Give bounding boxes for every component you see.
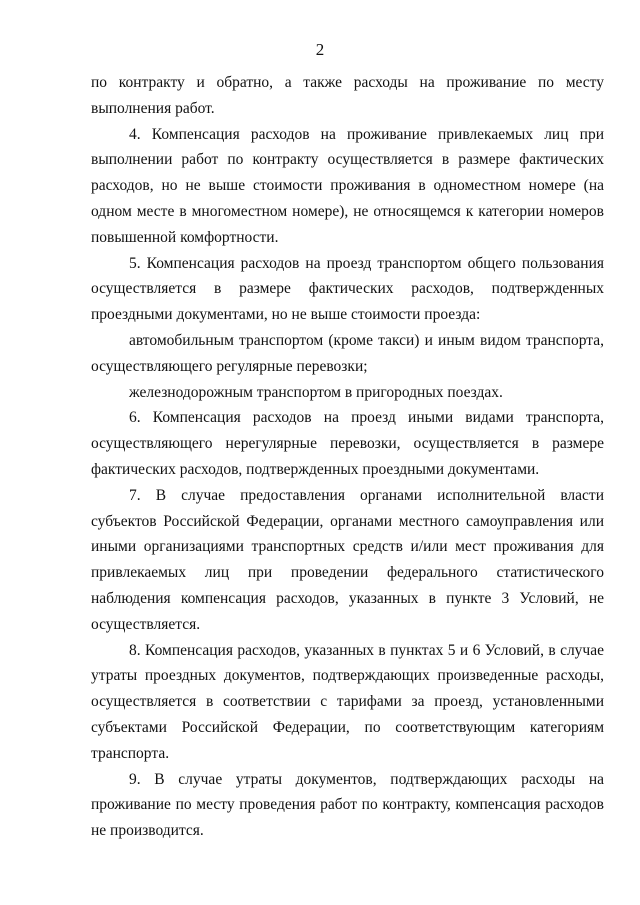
- paragraph-item-5: 5. Компенсация расходов на проезд транспортом общего пользования осуществляется в размере фактических расходов, подтвержденных проездными документами, но не выше стоимости проезда:: [91, 254, 604, 324]
- paragraph-continuation: по контракту и обратно, а также расходы на проживание по месту выполнения работ.: [91, 74, 604, 117]
- document-body: [91, 70, 604, 844]
- paragraph-item-7: 7. В случае предоставления органами исполнительной власти субъектов Российской Федерации, органами местного самоуправления или иными организациями транспортных средств и/или мест проживания для привлекаемых лиц при проведении федерального статистического наблюдения компенсация расходов, указанных в пункте 3 Условий, не осуществляется.: [91, 486, 604, 633]
- paragraph-item-5-railway: железнодорожным транспортом в пригородных поездах.: [129, 383, 503, 401]
- paragraph-item-6: 6. Компенсация расходов на проезд иными видами транспорта, осуществляющего нерегулярные перевозки, осуществляется в размере фактических расходов, подтвержденных проездными документами.: [91, 409, 604, 478]
- page-number: 2: [315, 40, 325, 59]
- paragraph-item-8: 8. Компенсация расходов, указанных в пунктах 5 и 6 Условий, в случае утраты проездных документов, подтверждающих произведенные расходы, осуществляется в соответствии с тарифами за проезд, установленными субъектами Российской Федерации, по соответствующим категориям транспорта.: [91, 641, 604, 762]
- paragraph-item-4: 4. Компенсация расходов на проживание привлекаемых лиц при выполнении работ по контракту осуществляется в размере фактических расходов, но не выше стоимости проживания в одноместном номере (на одном месте в многоместном номере), не относящемся к категории номеров повышенной комфортности.: [91, 125, 604, 246]
- paragraph-item-5-automobile: автомобильным транспортом (кроме такси) и иным видом транспорта, осуществляющего регулярные перевозки;: [91, 331, 604, 375]
- paragraph-item-9: 9. В случае утраты документов, подтверждающих расходы на проживание по месту проведения работ по контракту, компенсация расходов не производится.: [91, 770, 604, 840]
